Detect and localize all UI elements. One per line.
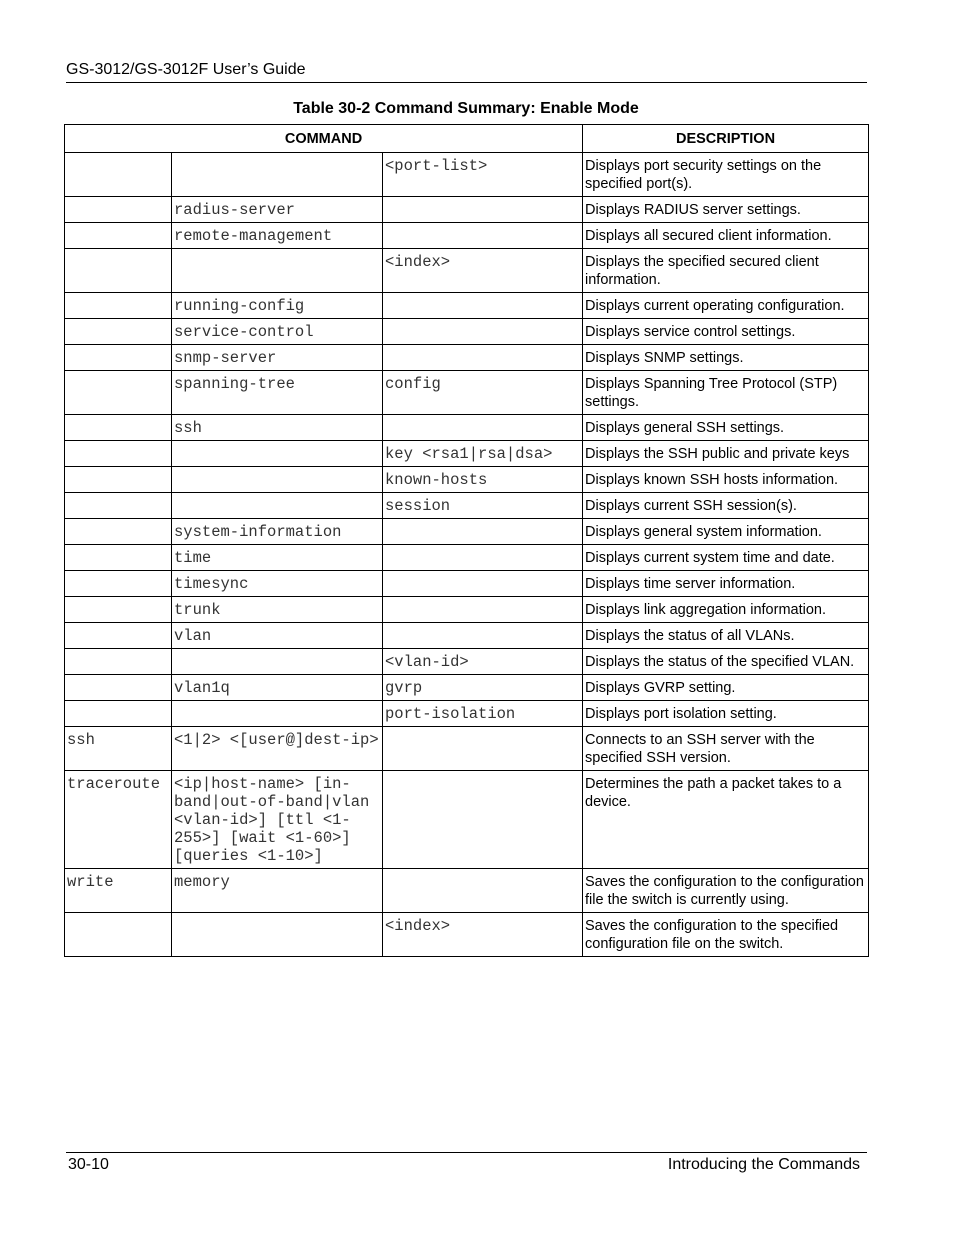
table-header-row	[65, 125, 869, 153]
description-cell: Displays current system time and date.	[583, 545, 869, 571]
argument-cell: known-hosts	[383, 467, 583, 493]
table-row	[65, 623, 869, 649]
subcommand-cell	[172, 249, 383, 293]
argument-cell: <port-list>	[383, 153, 583, 197]
description-cell: Displays current SSH session(s).	[583, 493, 869, 519]
table-row	[65, 319, 869, 345]
command-cell	[65, 371, 172, 415]
description-cell: Connects to an SSH server with the specified SSH version.	[583, 727, 869, 771]
argument-cell	[383, 223, 583, 249]
argument-cell: <index>	[383, 249, 583, 293]
description-cell: Displays RADIUS server settings.	[583, 197, 869, 223]
table-row	[65, 197, 869, 223]
argument-cell	[383, 415, 583, 441]
argument-cell: <index>	[383, 913, 583, 957]
page-footer	[66, 1152, 867, 1173]
table-row	[65, 869, 869, 913]
subcommand-cell: snmp-server	[172, 345, 383, 371]
argument-cell: key <rsa1|rsa|dsa>	[383, 441, 583, 467]
description-cell: Displays the specified secured client information.	[583, 249, 869, 293]
subcommand-cell: time	[172, 545, 383, 571]
table-caption: Table 30-2 Command Summary: Enable Mode	[293, 100, 639, 117]
description-column-header: DESCRIPTION	[583, 125, 869, 153]
command-cell: traceroute	[65, 771, 172, 869]
table-row	[65, 571, 869, 597]
command-cell	[65, 197, 172, 223]
argument-cell: session	[383, 493, 583, 519]
argument-cell	[383, 727, 583, 771]
description-cell: Displays time server information.	[583, 571, 869, 597]
description-cell: Saves the configuration to the configuration file the switch is currently using.	[583, 869, 869, 913]
command-cell	[65, 649, 172, 675]
command-cell	[65, 345, 172, 371]
command-summary-table	[64, 124, 869, 957]
command-cell	[65, 293, 172, 319]
command-cell	[65, 223, 172, 249]
subcommand-cell	[172, 493, 383, 519]
argument-cell	[383, 197, 583, 223]
header-title: GS-3012/GS-3012F User’s Guide	[66, 61, 306, 78]
command-cell	[65, 571, 172, 597]
table-row	[65, 345, 869, 371]
description-cell: Displays service control settings.	[583, 319, 869, 345]
table-row	[65, 519, 869, 545]
page-number: 30-10	[68, 1156, 109, 1173]
table-row	[65, 597, 869, 623]
table-row	[65, 771, 869, 869]
argument-cell	[383, 869, 583, 913]
subcommand-cell: timesync	[172, 571, 383, 597]
command-cell	[65, 467, 172, 493]
table-row	[65, 675, 869, 701]
description-cell: Displays GVRP setting.	[583, 675, 869, 701]
page-header	[66, 60, 867, 83]
argument-cell: gvrp	[383, 675, 583, 701]
command-cell	[65, 623, 172, 649]
argument-cell	[383, 623, 583, 649]
argument-cell	[383, 519, 583, 545]
subcommand-cell: <ip|host-name> [in-band|out-of-band|vlan <vlan-id>] [ttl <1-255>] [wait <1-60>] [queries <1-10>]	[172, 771, 383, 869]
subcommand-cell: memory	[172, 869, 383, 913]
subcommand-cell: <1|2> <[user@]dest-ip>	[172, 727, 383, 771]
table-row	[65, 415, 869, 441]
command-cell	[65, 597, 172, 623]
table-row	[65, 493, 869, 519]
command-cell	[65, 675, 172, 701]
command-cell	[65, 493, 172, 519]
argument-cell	[383, 597, 583, 623]
description-cell: Displays Spanning Tree Protocol (STP) settings.	[583, 371, 869, 415]
subcommand-cell	[172, 701, 383, 727]
subcommand-cell: remote-management	[172, 223, 383, 249]
table-row	[65, 249, 869, 293]
description-cell: Displays port isolation setting.	[583, 701, 869, 727]
subcommand-cell: radius-server	[172, 197, 383, 223]
table-row	[65, 293, 869, 319]
description-cell: Displays current operating configuration.	[583, 293, 869, 319]
subcommand-cell	[172, 441, 383, 467]
command-cell: ssh	[65, 727, 172, 771]
table-row	[65, 467, 869, 493]
command-cell	[65, 701, 172, 727]
command-cell: write	[65, 869, 172, 913]
argument-cell	[383, 319, 583, 345]
subcommand-cell: ssh	[172, 415, 383, 441]
table-row	[65, 371, 869, 415]
table-row	[65, 649, 869, 675]
description-cell: Displays link aggregation information.	[583, 597, 869, 623]
command-cell	[65, 415, 172, 441]
description-cell: Displays all secured client information.	[583, 223, 869, 249]
table-row	[65, 727, 869, 771]
subcommand-cell: vlan	[172, 623, 383, 649]
description-cell: Displays general system information.	[583, 519, 869, 545]
table-row	[65, 545, 869, 571]
description-cell: Displays the status of the specified VLAN.	[583, 649, 869, 675]
argument-cell	[383, 771, 583, 869]
command-cell	[65, 441, 172, 467]
description-cell: Saves the configuration to the specified configuration file on the switch.	[583, 913, 869, 957]
table-row	[65, 441, 869, 467]
description-cell: Displays the SSH public and private keys	[583, 441, 869, 467]
command-cell	[65, 545, 172, 571]
subcommand-cell: running-config	[172, 293, 383, 319]
table-row	[65, 223, 869, 249]
table-row	[65, 701, 869, 727]
description-cell: Displays SNMP settings.	[583, 345, 869, 371]
command-cell	[65, 913, 172, 957]
description-cell: Displays known SSH hosts information.	[583, 467, 869, 493]
command-cell	[65, 153, 172, 197]
argument-cell	[383, 571, 583, 597]
subcommand-cell: spanning-tree	[172, 371, 383, 415]
description-cell: Displays general SSH settings.	[583, 415, 869, 441]
subcommand-cell	[172, 153, 383, 197]
description-cell: Determines the path a packet takes to a device.	[583, 771, 869, 869]
argument-cell: port-isolation	[383, 701, 583, 727]
table-row	[65, 913, 869, 957]
argument-cell	[383, 293, 583, 319]
subcommand-cell: vlan1q	[172, 675, 383, 701]
command-column-header: COMMAND	[65, 125, 583, 153]
argument-cell: config	[383, 371, 583, 415]
command-cell	[65, 519, 172, 545]
command-cell	[65, 319, 172, 345]
subcommand-cell: service-control	[172, 319, 383, 345]
argument-cell	[383, 545, 583, 571]
description-cell: Displays port security settings on the specified port(s).	[583, 153, 869, 197]
subcommand-cell	[172, 467, 383, 493]
subcommand-cell: trunk	[172, 597, 383, 623]
subcommand-cell	[172, 649, 383, 675]
subcommand-cell: system-information	[172, 519, 383, 545]
command-cell	[65, 249, 172, 293]
footer-section-title: Introducing the Commands	[667, 1156, 860, 1173]
argument-cell	[383, 345, 583, 371]
table-row	[65, 153, 869, 197]
description-cell: Displays the status of all VLANs.	[583, 623, 869, 649]
subcommand-cell	[172, 913, 383, 957]
argument-cell: <vlan-id>	[383, 649, 583, 675]
